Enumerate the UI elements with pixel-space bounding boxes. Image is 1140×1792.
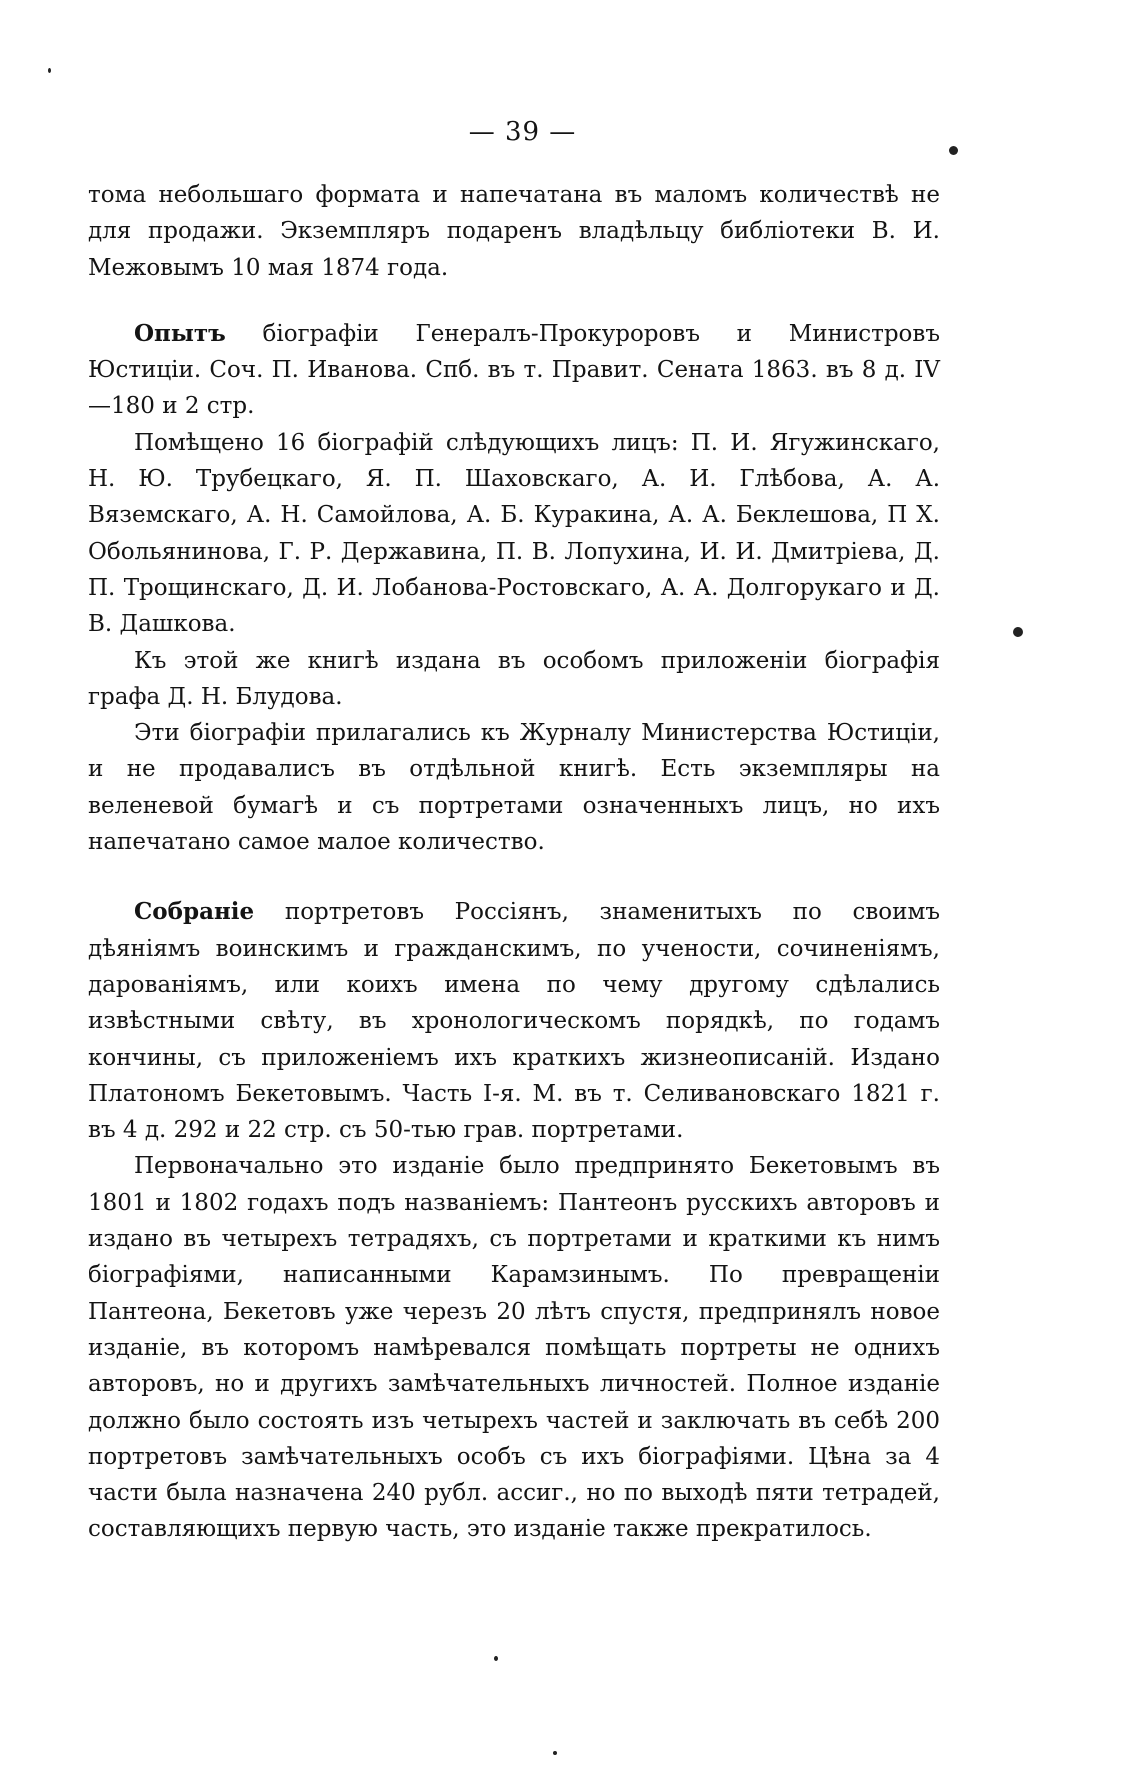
paragraph-journal-note (88, 715, 940, 860)
paragraph-text: Помѣщено 16 біографій слѣдующихъ лицъ: П. И. Ягужинскаго, Н. Ю. Трубецкаго, Я. П. Шаховскаго, А. И. Глѣбова, А. А. Вяземскаго, А. Н. Самойлова, А. Б. Куракина, А. А. Беклешова, П Х. Обольянинова, Г. Р. Державина, П. В. Лопухина, И. И. Дмитріева, Д. П. Трощинскаго, Д. И. Лобанова-Ростовскаго, А. А. Долгорукаго и Д. В. Дашкова. (88, 429, 940, 638)
ink-speck (48, 68, 51, 73)
paragraph-pantheon-history (88, 1148, 940, 1547)
ink-speck (553, 1751, 557, 1755)
entry-lead-word: Собраніе (134, 898, 255, 926)
paragraph-biographies-list (88, 425, 940, 643)
paragraph-text: біографіи Генералъ-Прокуроровъ и Министровъ Юстиціи. Соч. П. Иванова. Спб. въ т. Правит. Сената 1863. въ 8 д. IV—180 и 2 стр. (88, 320, 940, 420)
text-column (88, 177, 940, 1548)
entry-lead-word: Опытъ (134, 319, 226, 347)
paragraph-text: Первоначально это изданіе было предпринято Бекетовымъ въ 1801 и 1802 годахъ подъ названіемъ: Пантеонъ русскихъ авторовъ и издано въ четырехъ тетрадяхъ, съ портретами и краткими къ нимъ біографіями, написанными Карамзинымъ. По превращеніи Пантеона, Бекетовъ уже черезъ 20 лѣтъ спустя, предпринялъ новое изданіе, въ которомъ намѣревался помѣщать портреты не однихъ авторовъ, но и другихъ замѣчательныхъ личностей. Полное изданіе должно было состоять изъ четырехъ частей и заключать въ себѣ 200 портретовъ замѣчательныхъ особъ съ ихъ біографіями. Цѣна за 4 части была назначена 240 рубл. ассиг., но по выходѣ пяти тетрадей, составляющихъ первую часть, это изданіе также прекратилось. (88, 1153, 940, 1543)
ink-speck (494, 1656, 498, 1661)
paragraph-continuation (88, 177, 940, 286)
bibliography-entry-sobranie (88, 894, 940, 1148)
paragraph-text: портретовъ Россіянъ, знаменитыхъ по своимъ дѣяніямъ воинскимъ и гражданскимъ, по учености, сочиненіямъ, дарованіямъ, или коихъ имена по чему другому сдѣлались извѣстными свѣту, въ хронологическомъ порядкѣ, по годамъ кончины, съ приложеніемъ ихъ краткихъ жизнеописаній. Издано Платономъ Бекетовымъ. Часть I-я. М. въ т. Селивановскаго 1821 г. въ 4 д. 292 и 22 стр. съ 50-тью грав. портретами. (88, 899, 940, 1144)
bibliography-entry-opyt (88, 316, 940, 425)
ink-speck (1013, 627, 1023, 637)
page-number: — 39 — (468, 117, 577, 147)
paragraph-appendix-note (88, 643, 940, 716)
paragraph-text: тома небольшаго формата и напечатана въ маломъ количествѣ не для продажи. Экземпляръ подаренъ владѣльцу библіотеки В. И. Межовымъ 10 мая 1874 года. (88, 182, 940, 281)
paragraph-text: Эти біографіи прилагались къ Журналу Министерства Юстиціи, и не продавалисъ въ отдѣльной книгѣ. Есть экземпляры на веленевой бумагѣ и съ портретами означенныхъ лицъ, но ихъ напечатано самое малое количество. (88, 720, 940, 856)
paragraph-text: Къ этой же книгѣ издана въ особомъ приложеніи біографія графа Д. Н. Блудова. (88, 647, 940, 710)
ink-speck (949, 146, 958, 155)
